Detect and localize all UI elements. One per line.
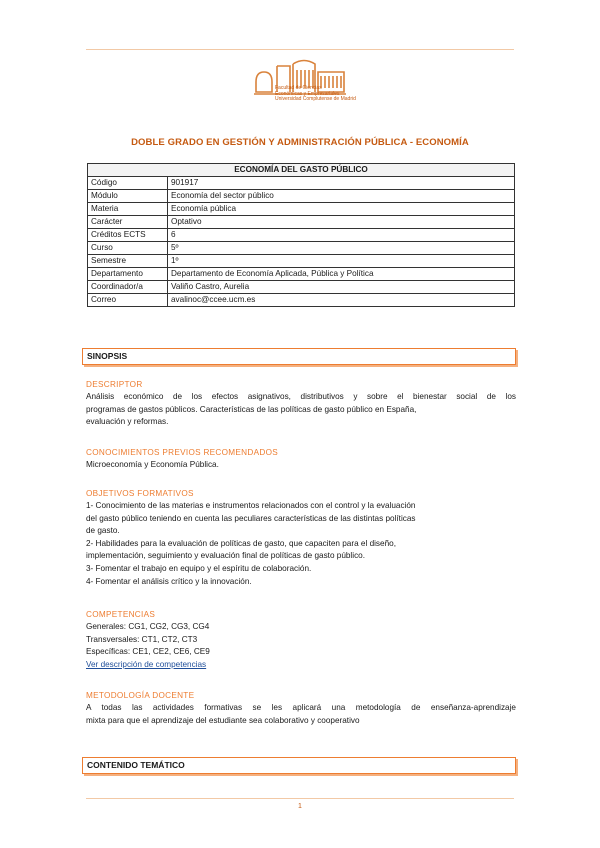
logo-line: Económicas y Empresariales (275, 90, 340, 97)
row-value: 5º (168, 242, 515, 255)
table-row (88, 229, 515, 242)
course-info-table (87, 163, 515, 307)
descriptor-heading: DESCRIPTOR (86, 380, 143, 389)
row-label: Módulo (88, 190, 168, 203)
row-label: Semestre (88, 255, 168, 268)
row-value: Departamento de Economía Aplicada, Pública y Política (168, 268, 515, 281)
conocimientos-heading: CONOCIMIENTOS PREVIOS RECOMENDADOS (86, 448, 279, 457)
text-line: mixta para que el aprendizaje del estudiante sea colaborativo y cooperativo (86, 715, 360, 725)
row-value: 901917 (168, 177, 515, 190)
text-line: Específicas: CE1, CE2, CE6, CE9 (86, 647, 210, 657)
row-value: Economía del sector público (168, 190, 515, 203)
row-label: Curso (88, 242, 168, 255)
metodologia-heading: METODOLOGÍA DOCENTE (86, 691, 195, 700)
text-line: de gasto. (86, 526, 120, 536)
table-row (88, 177, 515, 190)
footer-rule (86, 798, 514, 799)
text-line: A todas las actividades formativas se les aplicará una metodología de enseñanza-aprendizaje (86, 703, 516, 712)
row-label: Créditos ECTS (88, 229, 168, 242)
course-name: ECONOMÍA DEL GASTO PÚBLICO (88, 164, 515, 177)
section-sinopsis: SINOPSIS (82, 348, 516, 365)
email-value: avalinoc@ccee.ucm.es (168, 294, 515, 307)
text-line: implementación, seguimiento y evaluación final de políticas de gasto público. (86, 551, 365, 561)
row-value: Valiño Castro, Aurelia (168, 281, 515, 294)
competencias-link[interactable]: Ver descripción de competencias (86, 659, 207, 669)
text-line: Microeconomía y Economía Pública. (86, 460, 219, 469)
row-value: 1º (168, 255, 515, 268)
table-row (88, 242, 515, 255)
table-row (88, 216, 515, 229)
text-line: 1- Conocimiento de las materias e instrumentos relacionados con el control y la evaluación (86, 501, 416, 510)
table-row (88, 203, 515, 216)
row-label: Departamento (88, 268, 168, 281)
logo-line: Facultad de Ciencias (275, 85, 322, 91)
section-contenido: CONTENIDO TEMÁTICO (82, 757, 516, 774)
text-line: Generales: CG1, CG2, CG3, CG4 (86, 622, 210, 631)
text-line: evaluación y reformas. (86, 417, 169, 427)
table-row (88, 255, 515, 268)
text-line: del gasto público teniendo en cuenta las peculiares características de las distintas políticas (86, 513, 416, 523)
row-label: Correo (88, 294, 168, 307)
row-label: Código (88, 177, 168, 190)
text-line: Análisis económico de los efectos asignativos, distributivos y sobre el bienestar social de los (86, 392, 516, 401)
table-row (88, 268, 515, 281)
text-line: 3- Fomentar el trabajo en equipo y el espíritu de colaboración. (86, 563, 312, 573)
row-value: Optativo (168, 216, 515, 229)
page-number: 1 (298, 803, 302, 810)
table-row (88, 281, 515, 294)
row-value: Economía pública (168, 203, 515, 216)
row-label: Materia (88, 203, 168, 216)
document-title: DOBLE GRADO EN GESTIÓN Y ADMINISTRACIÓN PÚBLICA - ECONOMÍA (131, 137, 469, 148)
row-value: 6 (168, 229, 515, 242)
objetivos-heading: OBJETIVOS FORMATIVOS (86, 489, 194, 498)
row-label: Carácter (88, 216, 168, 229)
header-rule (86, 49, 514, 50)
logo-text (275, 86, 356, 103)
competencias-text (86, 621, 516, 671)
conocimientos-text (86, 459, 516, 472)
text-line: programas de gastos públicos. Características de las políticas de gasto público en España, (86, 404, 417, 414)
table-row (88, 294, 515, 307)
objetivos-text (86, 500, 516, 588)
metodologia-text (86, 702, 516, 727)
text-line: 2- Habilidades para la evaluación de políticas de gasto, que capaciten para el diseño, (86, 538, 396, 548)
row-label: Coordinador/a (88, 281, 168, 294)
logo-line: Universidad Complutense de Madrid (275, 96, 356, 102)
text-line: 4- Fomentar el análisis crítico y la innovación. (86, 576, 252, 586)
descriptor-text (86, 391, 516, 429)
table-row (88, 190, 515, 203)
competencias-heading: COMPETENCIAS (86, 610, 156, 619)
text-line: Transversales: CT1, CT2, CT3 (86, 634, 198, 644)
